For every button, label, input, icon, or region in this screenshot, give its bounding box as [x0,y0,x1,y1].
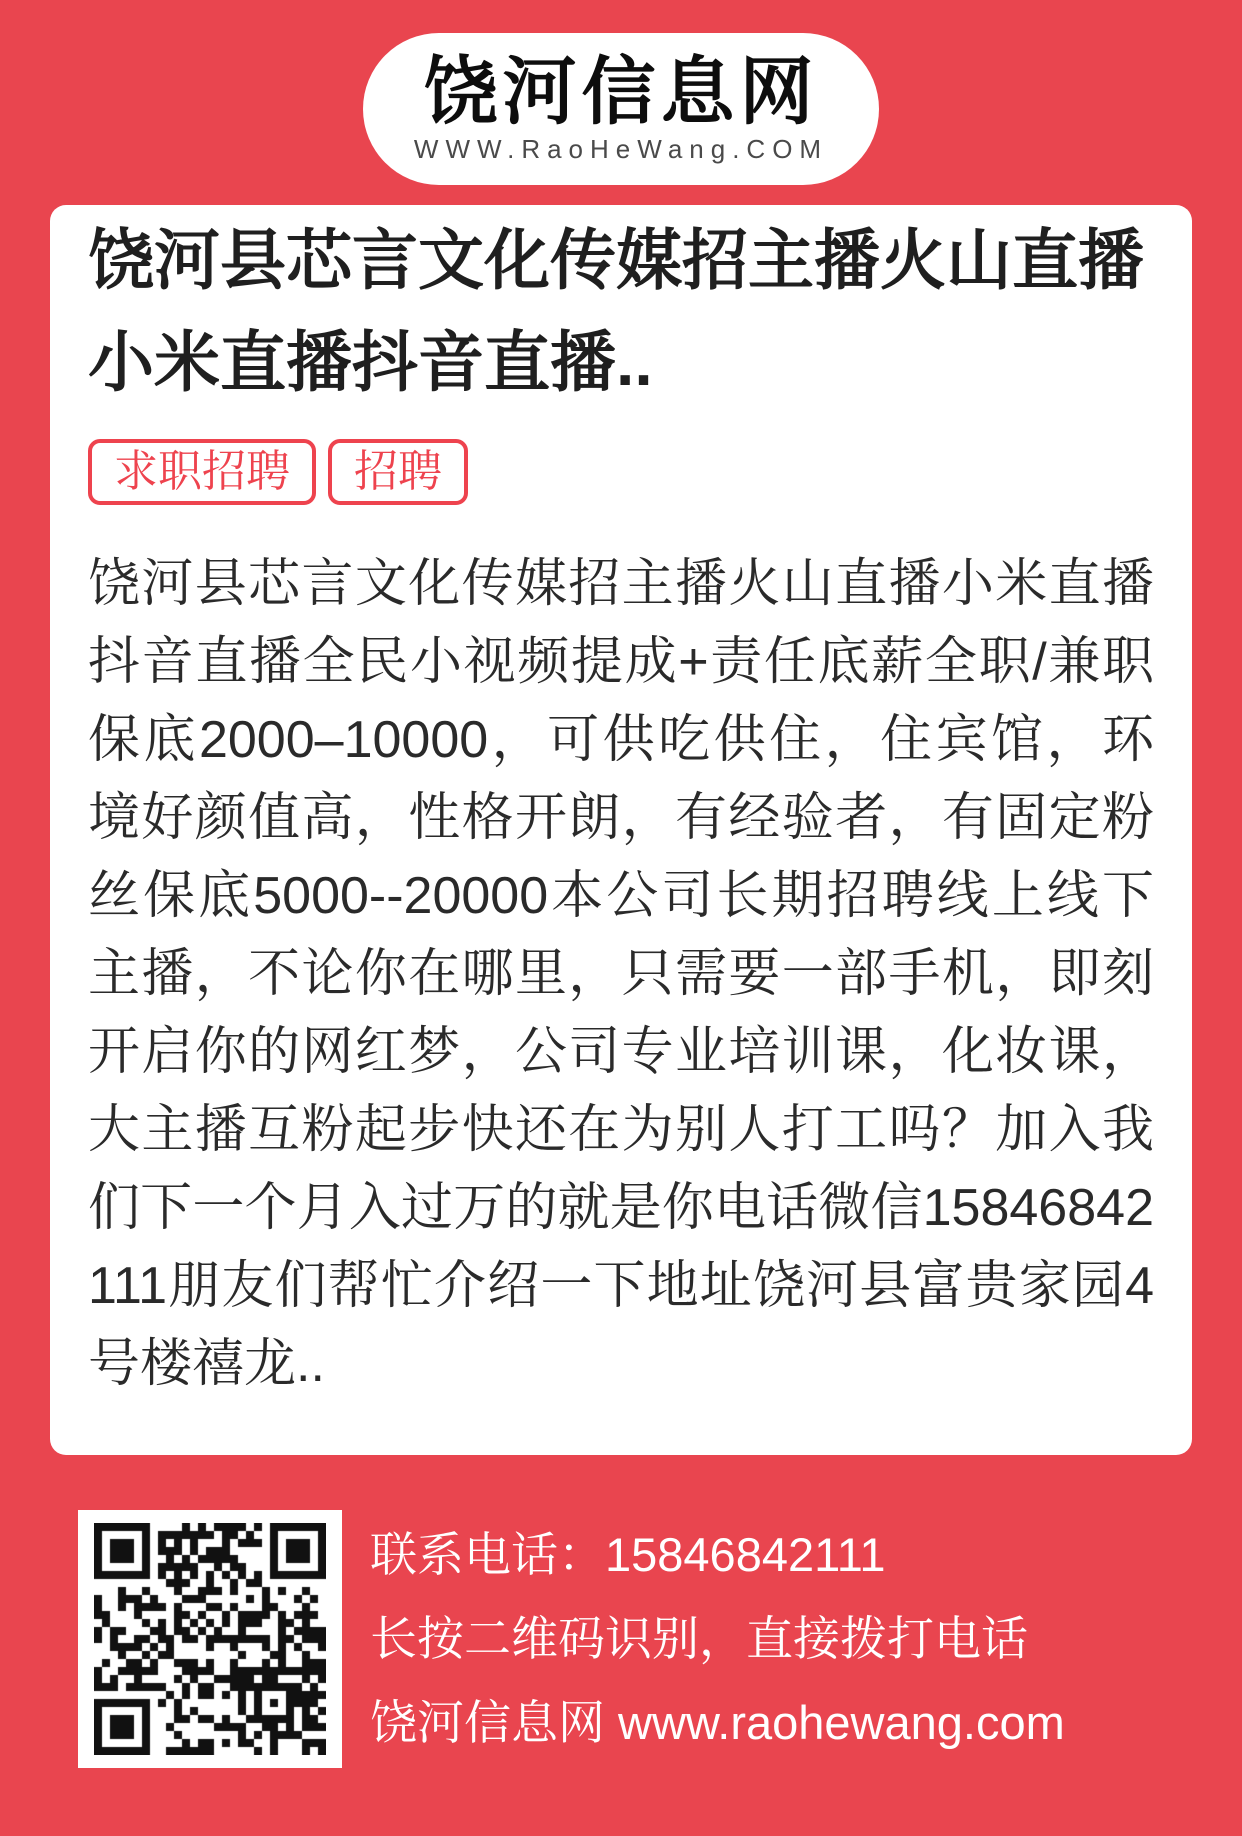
site-logo [363,33,879,185]
qr-code-icon[interactable] [78,1510,342,1768]
tag-recruit[interactable]: 招聘 [328,439,468,505]
article-title: 饶河县芯言文化传媒招主播火山直播小米直播抖音直播.. [88,223,1144,399]
footer [78,1510,1065,1768]
contact-block [370,1513,1065,1765]
site-logo-url: WWW.RaoHeWang.COM [413,134,829,165]
tag-job-category[interactable]: 求职招聘 [88,439,316,505]
site-logo-title: 饶河信息网 [423,49,819,133]
tag-row [88,439,1154,505]
article-body: 饶河县芯言文化传媒招主播火山直播小米直播抖音直播全民小视频提成+责任底薪全职/兼职保底2000–10000，可供吃供住，住宾馆，环境好颜值高，性格开朗，有经验者，有固定粉丝保底5000--20000本公司长期招聘线上线下主播，不论你在哪里，只需要一部手机，即刻开启你的网红梦，公司专业培训课，化妆课，大主播互粉起步快还在为别人打工吗？加入我们下一个月入过万的就是你电话微信15846842111朋友们帮忙介绍一下地址饶河县富贵家园4号楼禧龙.. [88,555,1154,1393]
article-card [50,205,1192,1455]
phone-line[interactable]: 联系电话：15846842111 [370,1528,886,1581]
site-link-line[interactable]: 饶河信息网 www.raohewang.com [370,1696,1065,1749]
qr-hint-line: 长按二维码识别，直接拨打电话 [370,1612,1028,1665]
